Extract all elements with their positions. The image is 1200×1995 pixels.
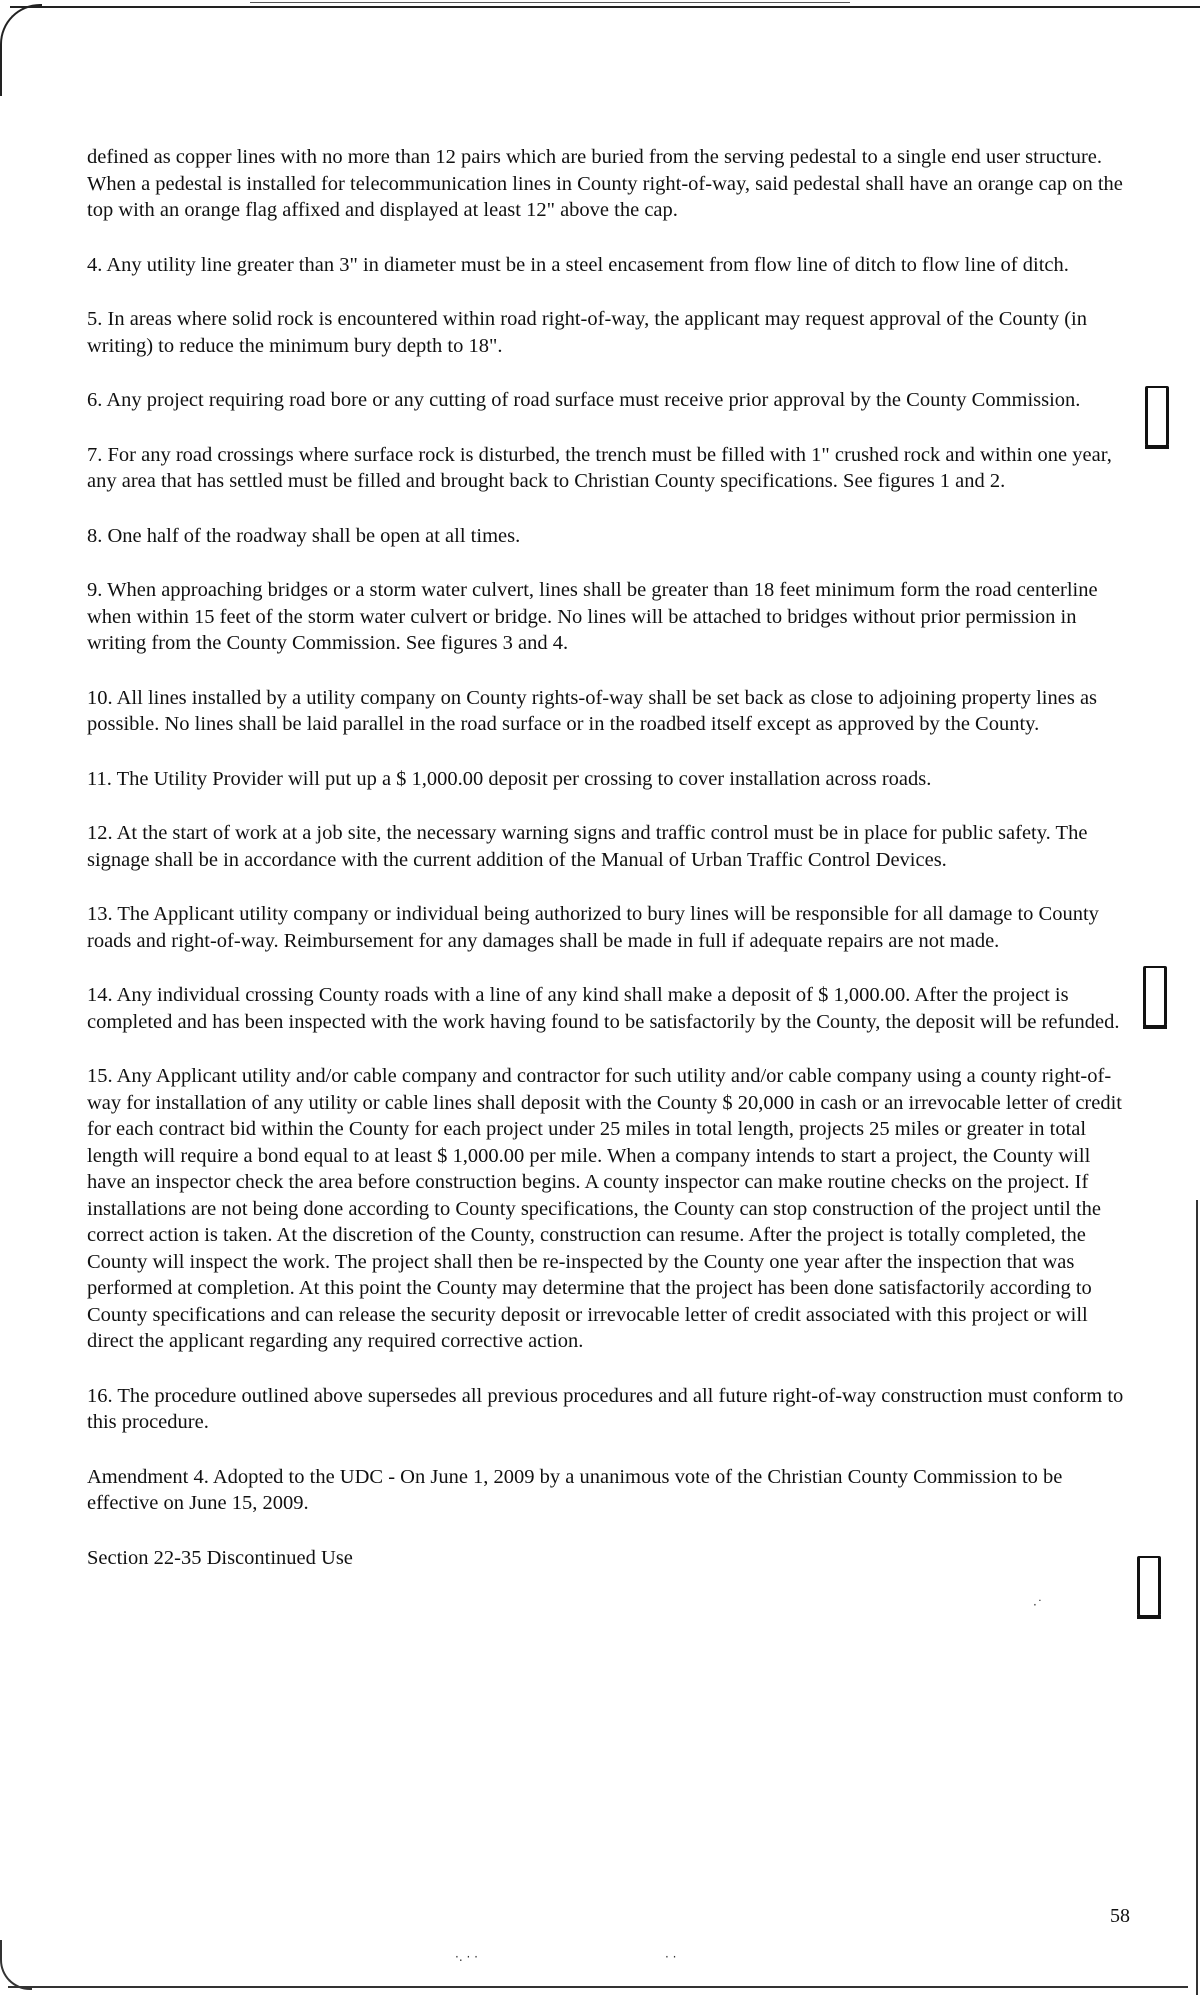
paragraph-item-5: 5. In areas where solid rock is encountered within road right-of-way, the applicant may request approval of the County (in writing) to reduce the minimum bury depth to 18". (87, 308, 1088, 357)
scan-border-top (10, 6, 1200, 8)
binder-ring-icon (1143, 966, 1167, 1029)
paragraph-item-8: 8. One half of the roadway shall be open at all times. (87, 524, 521, 547)
document-body (87, 144, 1132, 1599)
paragraph-continued: defined as copper lines with no more than 12 pairs which are buried from the serving pedestal to a single end user structure. When a pedestal is installed for telecommunication lines in County right-of-way, said pedestal shall have an orange cap on the top with an orange flag affixed and displayed at least 12" above the cap. (87, 146, 1123, 221)
paragraph-item-7: 7. For any road crossings where surface rock is disturbed, the trench must be filled with 1" crushed rock and within one year, any area that has settled must be filled and brought back to Christian County specifications. See figures 1 and 2. (87, 443, 1112, 492)
section-heading: Section 22-35 Discontinued Use (87, 1546, 353, 1569)
paragraph-item-9: 9. When approaching bridges or a storm water culvert, lines shall be greater than 18 feet minimum form the road centerline when within 15 feet of the storm water culvert or bridge. No lines will be attached to bridges without prior permission in writing from the County Commission. See figures 3 and 4. (87, 579, 1098, 654)
paragraph-item-16: 16. The procedure outlined above supersedes all previous procedures and all future right-of-way construction must conform to this procedure. (87, 1384, 1124, 1433)
amendment-note: Amendment 4. Adopted to the UDC - On June 1, 2009 by a unanimous vote of the Christian County Commission to be effective on June 15, 2009. (87, 1465, 1063, 1514)
scan-border-bottom (8, 1986, 1188, 1988)
paragraph-item-12: 12. At the start of work at a job site, the necessary warning signs and traffic control must be in place for public safety. The signage shall be in accordance with the current addition of the Manual of Urban Traffic Control Devices. (87, 822, 1088, 871)
paragraph-item-10: 10. All lines installed by a utility company on County rights-of-way shall be set back as close to adjoining property lines as possible. No lines shall be laid parallel in the road surface or in the roadbed itself except as approved by the County. (87, 686, 1098, 735)
paragraph-item-11: 11. The Utility Provider will put up a $ 1,000.00 deposit per crossing to cover installation across roads. (87, 767, 932, 790)
scan-corner-top-left (0, 4, 42, 96)
paragraph-item-6: 6. Any project requiring road bore or any cutting of road surface must receive prior approval by the County Commission. (87, 389, 1081, 411)
paragraph-item-15: 15. Any Applicant utility and/or cable company and contractor for such utility and/or cable company using a county right-of-way for installation of any utility or cable lines shall deposit with the County $ 20,000 in cash or an irrevocable letter of credit for each contract bid within the County for each project under 25 miles in total length, projects 25 miles or greater in total length will require a bond equal to at least $ 1,000.00 per mile. When a company intends to start a project, the County will have an inspector check the area before construction begins. A county inspector can make routine checks on the project. If installations are not being done according to County specifications, the County can stop construction of the project until the correct action is taken. At the discretion of the County, construction can resume. After the project is totally completed, the County will inspect the work. The project shall then be re-inspected by the County one year after the inspection that was performed at completion. At this point the County may determine that the project has been done satisfactorily according to County specifications and can release the security deposit or irrevocable letter of credit associated with this project or will direct the applicant regarding any required corrective action. (87, 1065, 1122, 1352)
scan-speck: ·˙ (1033, 1598, 1043, 1612)
paragraph-item-14: 14. Any individual crossing County roads with a line of any kind shall make a deposit of $ 1,000.00. After the project is completed and has been inspected with the work having found to be satisfactorily by the County, the deposit will be refunded. (87, 984, 1120, 1033)
scan-corner-bottom-left (0, 1940, 32, 1990)
binder-ring-icon (1145, 386, 1169, 449)
scan-speck: ·. · · (455, 1950, 478, 1964)
paragraph-item-13: 13. The Applicant utility company or individual being authorized to bury lines will be responsible for all damage to County roads and right-of-way. Reimbursement for any damages shall be made in full if adequate repairs are not made. (87, 903, 1099, 952)
page-number: 58 (1110, 1905, 1130, 1927)
scan-speck: · · (665, 1950, 677, 1964)
scan-border-right (1196, 1200, 1198, 1995)
paragraph-item-4: 4. Any utility line greater than 3" in diameter must be in a steel encasement from flow line of ditch to flow line of ditch. (87, 253, 1069, 276)
scan-border-top-inner (250, 2, 850, 3)
binder-ring-icon (1137, 1556, 1161, 1619)
